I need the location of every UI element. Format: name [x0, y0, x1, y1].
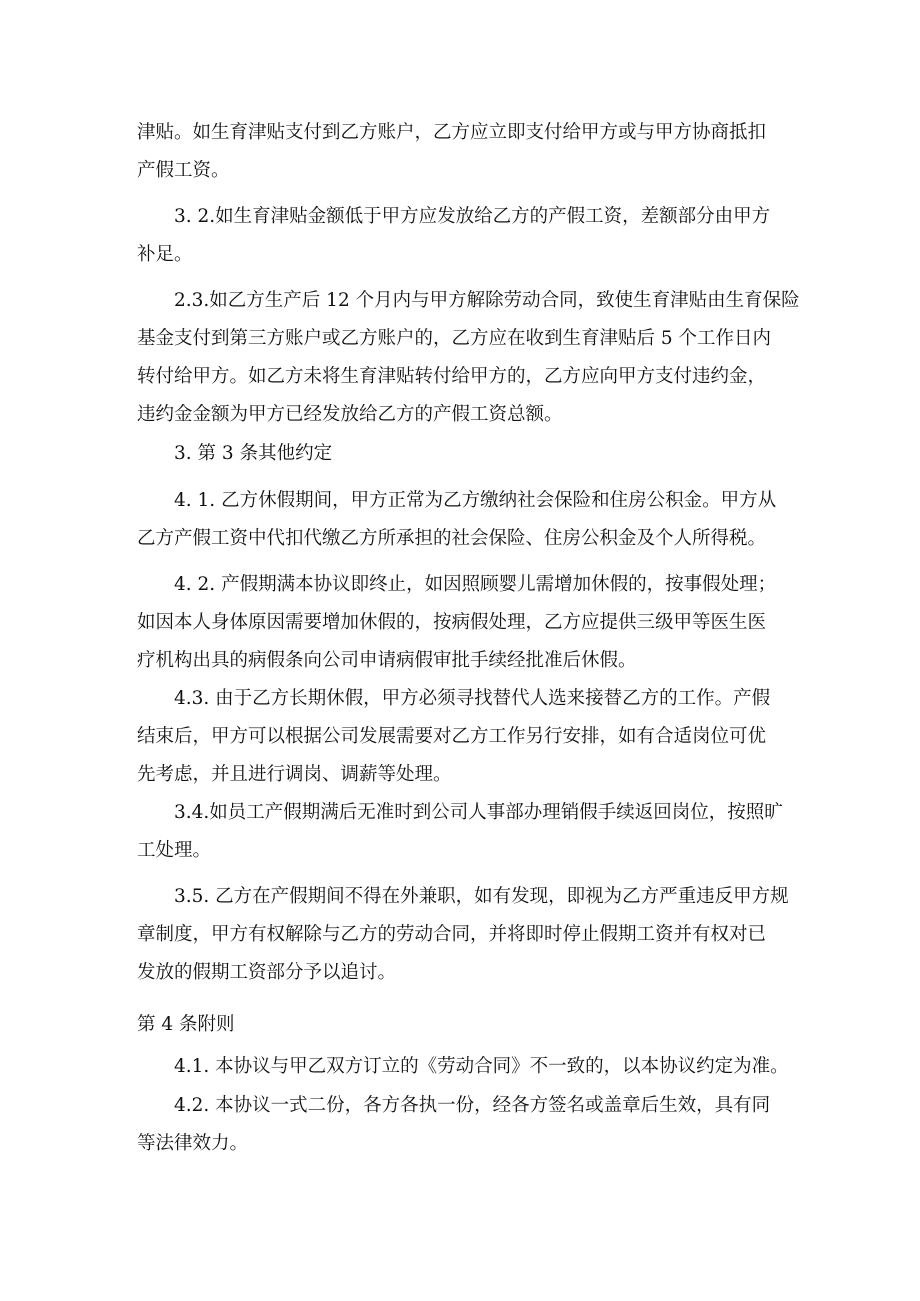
paragraph-clause-2-3: [137, 282, 800, 434]
text-line: 4.3. 由于乙方长期休假，甲方必须寻找替代人选来接替乙方的工作。产假: [174, 688, 771, 709]
text-line: 第 4 条附则: [137, 1014, 235, 1035]
text-line: 3. 第 3 条其他约定: [174, 443, 333, 464]
text-line: 章制度，甲方有权解除与乙方的劳动合同，并将即时停止假期工资并有权对已: [137, 924, 767, 945]
text-line: 工处理。: [137, 840, 212, 861]
text-line: 先考虑，并且进行调岗、调薪等处理。: [137, 764, 452, 785]
text-line: 转付给甲方。如乙方未将生育津贴转付给甲方的，乙方应向甲方支付违约金，: [137, 366, 767, 387]
text-line: 乙方产假工资中代扣代缴乙方所承担的社会保险、住房公积金及个人所得税。: [137, 528, 767, 549]
text-line: 基金支付到第三方账户或乙方账户的，乙方应在收到生育津贴后 5 个工作日内: [137, 328, 772, 349]
text-line: 4. 1. 乙方休假期间，甲方正常为乙方缴纳社会保险和住房公积金。甲方从: [174, 490, 777, 511]
text-line: 产假工资。: [137, 160, 230, 181]
section-heading-article-4: [137, 1006, 797, 1044]
text-line: 发放的假期工资部分予以追讨。: [137, 962, 397, 983]
paragraph-clause-2-2: [137, 198, 797, 274]
section-heading-article-3: [137, 435, 797, 473]
paragraph-maternity-allowance-payment: [137, 114, 797, 190]
text-line: 3. 2.如生育津贴金额低于甲方应发放给乙方的产假工资，差额部分由甲方: [174, 206, 771, 227]
text-line: 津贴。如生育津贴支付到乙方账户，乙方应立即支付给甲方或与甲方协商抵扣: [137, 122, 767, 143]
text-line: 3.4.如员工产假期满后无准时到公司人事部办理销假手续返回岗位，按照旷: [174, 802, 783, 823]
text-line: 4.1. 本协议与甲乙双方订立的《劳动合同》不一致的，以本协议约定为准。: [174, 1056, 789, 1077]
text-line: 4.2. 本协议一式二份，各方各执一份，经各方签名或盖章后生效，具有同: [174, 1095, 771, 1116]
text-line: 3.5. 乙方在产假期间不得在外兼职，如有发现，即视为乙方严重违反甲方规: [174, 886, 789, 907]
paragraph-clause-4-2: [137, 1087, 797, 1163]
text-line: 结束后，甲方可以根据公司发展需要对乙方工作另行安排，如有合适岗位可优: [137, 726, 767, 747]
paragraph-clause-4-1: [137, 1048, 797, 1086]
text-line: 违约金金额为甲方已经发放给乙方的产假工资总额。: [137, 404, 563, 425]
text-line: 疗机构出具的病假条向公司申请病假审批手续经批准后休假。: [137, 650, 637, 671]
paragraph-clause-4-3: [137, 680, 797, 794]
text-line: 等法律效力。: [137, 1133, 249, 1154]
text-line: 补足。: [137, 244, 193, 265]
paragraph-clause-3-5: [137, 878, 797, 992]
paragraph-clause-3-2: [137, 566, 797, 680]
text-line: 如因本人身体原因需要增加休假的，按病假处理，乙方应提供三级甲等医生医: [137, 612, 767, 633]
paragraph-clause-3-4: [137, 794, 797, 870]
text-line: 4. 2. 产假期满本协议即终止，如因照顾婴儿需增加休假的，按事假处理；: [174, 574, 777, 595]
text-line: 2.3.如乙方生产后 12 个月内与甲方解除劳动合同，致使生育津贴由生育保险: [174, 290, 800, 311]
paragraph-clause-3-1: [137, 482, 797, 558]
